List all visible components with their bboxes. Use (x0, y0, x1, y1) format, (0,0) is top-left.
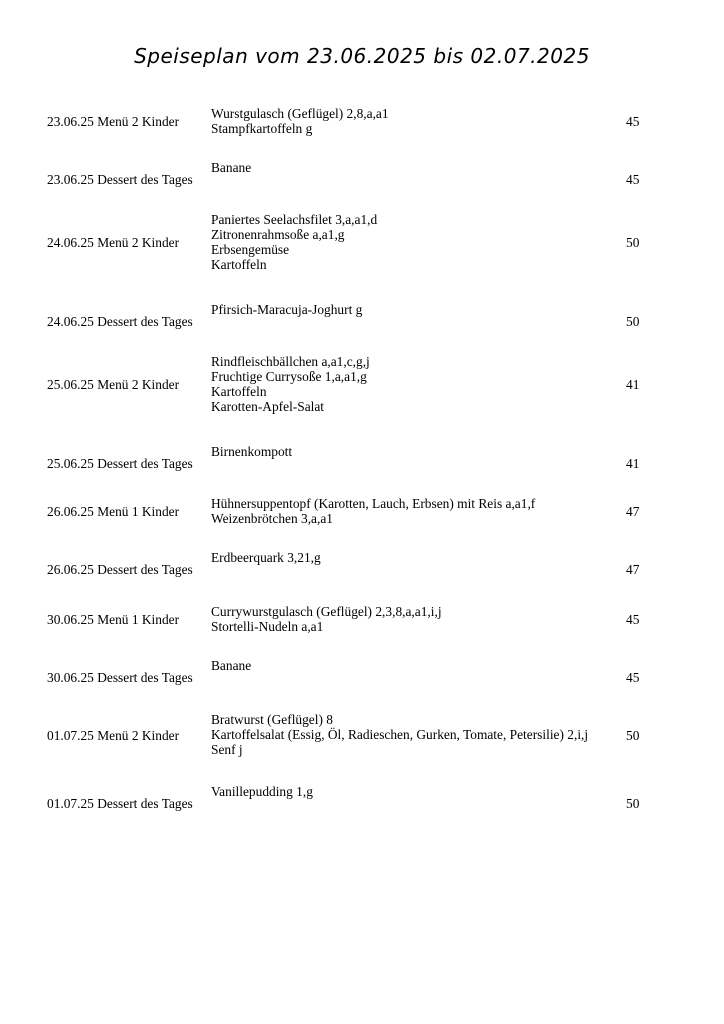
row-dishes (211, 550, 321, 565)
row-label (47, 612, 179, 627)
dish-line: Fruchtige Currysoße 1,a,a1,g (211, 369, 367, 384)
row-date: 30.06.25 (47, 670, 94, 685)
dish-line: Paniertes Seelachsfilet 3,a,a1,d (211, 212, 378, 227)
row-date: 25.06.25 (47, 377, 94, 392)
row-category: Menü 2 Kinder (97, 114, 180, 129)
row-dishes (211, 444, 292, 459)
row-category: Dessert des Tages (97, 314, 193, 329)
row-price: 45 (626, 670, 640, 685)
dish-line: Wurstgulasch (Geflügel) 2,8,a,a1 (211, 106, 389, 121)
row-category: Dessert des Tages (97, 796, 193, 811)
dish-line: Stampfkartoffeln g (211, 121, 313, 136)
row-category: Menü 1 Kinder (97, 504, 180, 519)
dish-line: Weizenbrötchen 3,a,a1 (211, 511, 333, 526)
dish-line: Banane (211, 160, 252, 175)
row-price: 41 (626, 456, 640, 471)
dish-line: Erdbeerquark 3,21,g (211, 550, 321, 565)
dish-line: Zitronenrahmsoße a,a1,g (211, 227, 345, 242)
row-date: 24.06.25 (47, 314, 94, 329)
row-label (47, 728, 179, 743)
dish-line: Rindfleischbällchen a,a1,c,g,j (211, 354, 370, 369)
row-date: 26.06.25 (47, 562, 94, 577)
row-price: 50 (626, 314, 640, 329)
dish-line: Banane (211, 658, 252, 673)
row-date: 23.06.25 (47, 114, 94, 129)
page-title: Speiseplan vom 23.06.2025 bis 02.07.2025 (134, 44, 590, 68)
row-label (47, 504, 179, 519)
row-price: 50 (626, 728, 640, 743)
dish-line: Bratwurst (Geflügel) 8 (211, 712, 333, 727)
row-date: 01.07.25 (47, 796, 94, 811)
dish-line: Kartoffeln (211, 384, 267, 399)
row-date: 26.06.25 (47, 504, 94, 519)
row-dishes (211, 160, 251, 175)
row-label (47, 235, 179, 250)
row-category: Menü 1 Kinder (97, 612, 180, 627)
dish-line: Karotten-Apfel-Salat (211, 399, 325, 414)
row-date: 01.07.25 (47, 728, 94, 743)
row-label (47, 670, 193, 685)
row-dishes (211, 604, 442, 634)
row-date: 23.06.25 (47, 172, 94, 187)
row-label (47, 377, 179, 392)
row-label (47, 796, 193, 811)
row-price: 45 (626, 612, 640, 627)
dish-line: Vanillepudding 1,g (211, 784, 313, 799)
row-dishes (211, 106, 389, 136)
row-category: Menü 2 Kinder (97, 377, 180, 392)
row-date: 30.06.25 (47, 612, 94, 627)
row-price: 50 (626, 235, 640, 250)
row-category: Menü 2 Kinder (97, 235, 180, 250)
row-dishes (211, 302, 362, 317)
row-dishes (211, 658, 251, 673)
dish-line: Stortelli-Nudeln a,a1 (211, 619, 324, 634)
dish-line: Senf j (211, 742, 243, 757)
row-label (47, 172, 193, 187)
dish-line: Currywurstgulasch (Geflügel) 2,3,8,a,a1,i,j (211, 604, 442, 619)
row-price: 50 (626, 796, 640, 811)
row-price: 45 (626, 172, 640, 187)
row-category: Dessert des Tages (97, 172, 193, 187)
row-dishes (211, 712, 588, 757)
row-date: 24.06.25 (47, 235, 94, 250)
row-category: Menü 2 Kinder (97, 728, 180, 743)
row-category: Dessert des Tages (97, 456, 193, 471)
row-label (47, 456, 193, 471)
row-dishes (211, 354, 370, 414)
dish-line: Pfirsich-Maracuja-Joghurt g (211, 302, 363, 317)
row-label (47, 114, 179, 129)
dish-line: Hühnersuppentopf (Karotten, Lauch, Erbsen) mit Reis a,a1,f (211, 496, 536, 511)
dish-line: Birnenkompott (211, 444, 293, 459)
row-price: 41 (626, 377, 640, 392)
row-category: Dessert des Tages (97, 670, 193, 685)
row-price: 45 (626, 114, 640, 129)
dish-line: Erbsengemüse (211, 242, 290, 257)
row-label (47, 562, 193, 577)
row-label (47, 314, 193, 329)
row-dishes (211, 212, 377, 272)
row-price: 47 (626, 504, 640, 519)
row-dishes (211, 784, 313, 799)
row-dishes (211, 496, 535, 526)
dish-line: Kartoffelsalat (Essig, Öl, Radieschen, Gurken, Tomate, Petersilie) 2,i,j (211, 727, 589, 742)
dish-line: Kartoffeln (211, 257, 267, 272)
row-category: Dessert des Tages (97, 562, 193, 577)
row-price: 47 (626, 562, 640, 577)
row-date: 25.06.25 (47, 456, 94, 471)
